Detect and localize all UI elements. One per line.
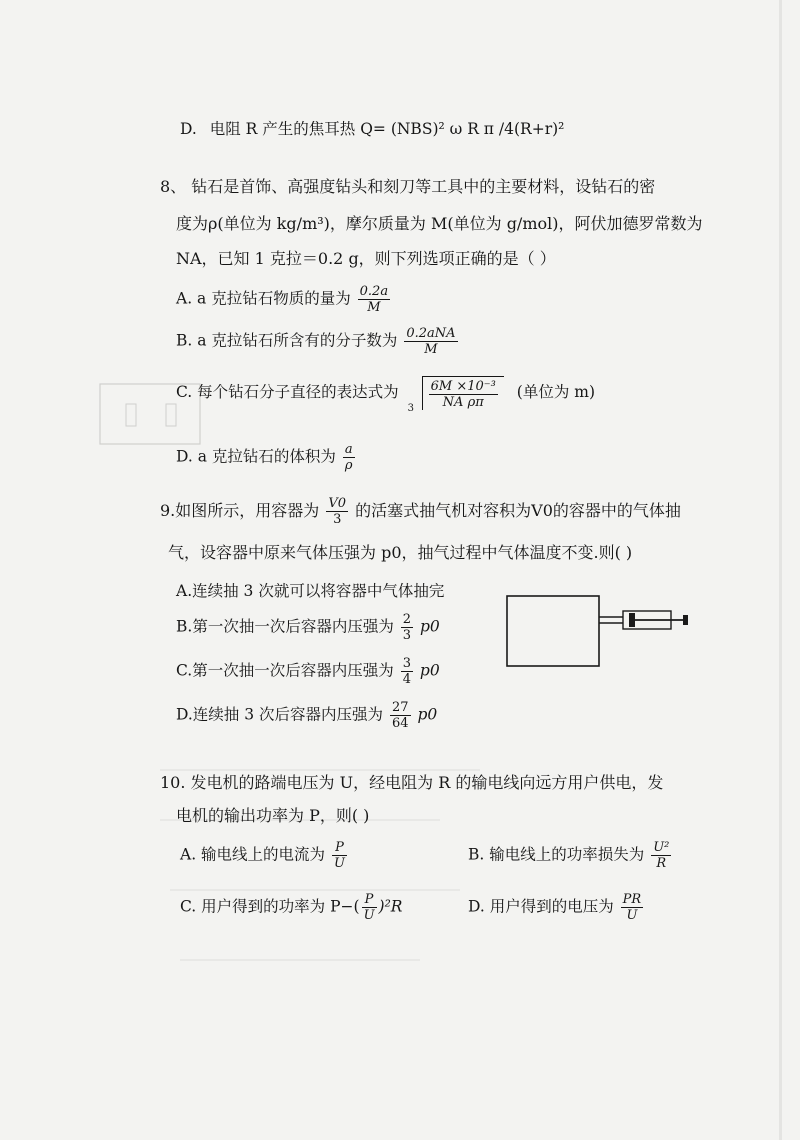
q9-option-b-fraction bbox=[401, 612, 413, 643]
q9-option-b-text: B.第一次抽一次后容器内压强为 bbox=[176, 617, 394, 636]
q10-stem-line2: 电机的输出功率为 P，则( ) bbox=[176, 806, 370, 825]
q10-option-d bbox=[468, 892, 645, 923]
q9-stem-line1-text: 9.如图所示，用容器为 bbox=[160, 501, 320, 520]
q10-option-b-denominator: R bbox=[656, 856, 667, 871]
q10-option-c-denominator: U bbox=[363, 908, 375, 923]
q8-stem-line1: 8、 钻石是首饰、高强度钻头和刻刀等工具中的主要材料，设钻石的密 bbox=[160, 177, 656, 196]
q8-option-b-fraction bbox=[404, 326, 457, 357]
q9-option-d-denominator: 64 bbox=[391, 716, 409, 731]
q7-option-d bbox=[180, 118, 564, 140]
pump-handle bbox=[683, 615, 688, 625]
gas-container bbox=[507, 596, 599, 666]
q10-option-d-numerator: PR bbox=[622, 892, 642, 907]
q8-option-b-text: B. a 克拉钻石所含有的分子数为 bbox=[176, 331, 398, 350]
q10-option-c-fraction bbox=[362, 892, 377, 923]
q8-stem-line2: 度为ρ(单位为 kg/m³)，摩尔质量为 M(单位为 g/mol)，阿伏加德罗常数为 bbox=[176, 214, 703, 233]
pump-piston bbox=[629, 613, 635, 627]
q7-option-d-text: 电阻 R 产生的焦耳热 Q= (NBS)² ω R π /4(R+r)² bbox=[209, 120, 565, 138]
q9-option-a: A.连续抽 3 次就可以将容器中气体抽完 bbox=[176, 582, 445, 600]
q10-option-d-text: D. 用户得到的电压为 bbox=[468, 897, 614, 916]
q10-option-b-fraction bbox=[651, 840, 671, 871]
q8-option-c-fraction bbox=[429, 379, 498, 410]
q8-option-d-fraction bbox=[343, 442, 355, 473]
q9-option-c-fraction bbox=[401, 656, 413, 687]
q9-stem-fraction bbox=[326, 496, 348, 527]
q9-option-d-text: D.连续抽 3 次后容器内压强为 bbox=[176, 705, 384, 724]
q9-option-c bbox=[176, 656, 440, 687]
scan-edge-shadow bbox=[779, 0, 782, 1140]
q10-option-a-denominator: U bbox=[334, 856, 345, 871]
q8-option-c-denominator: NA ρπ bbox=[442, 395, 484, 410]
q8-option-c-root-index: 3 bbox=[407, 403, 414, 414]
q9-option-d bbox=[176, 700, 437, 731]
q10-option-c-numerator: P bbox=[362, 892, 377, 908]
q9-option-c-numerator: 3 bbox=[402, 656, 411, 671]
q9-option-d-unit: p0 bbox=[417, 705, 438, 724]
q9-option-d-numerator: 27 bbox=[391, 700, 409, 715]
q8-option-d-text: D. a 克拉钻石的体积为 bbox=[176, 447, 336, 466]
q9-option-c-unit: p0 bbox=[419, 661, 440, 680]
q9-stem-denominator: 3 bbox=[333, 512, 342, 527]
q8-option-a bbox=[176, 284, 392, 315]
q10-option-c bbox=[180, 892, 402, 923]
q8-option-c-unit: (单位为 m) bbox=[516, 383, 596, 401]
q10-option-d-fraction bbox=[621, 892, 644, 923]
q8-option-c-text: C. 每个钻石分子直径的表达式为 bbox=[176, 383, 399, 401]
q9-option-b-numerator: 2 bbox=[402, 612, 412, 627]
q10-option-b-numerator: U² bbox=[653, 840, 670, 855]
q10-option-d-denominator: U bbox=[626, 908, 638, 923]
q10-option-c-text: C. 用户得到的功率为 P−( bbox=[180, 897, 360, 916]
q10-stem-line1: 10. 发电机的路端电压为 U，经电阻为 R 的输电线向远方用户供电，发 bbox=[160, 773, 664, 792]
q9-option-d-fraction bbox=[390, 700, 411, 731]
q9-stem-line1 bbox=[160, 496, 681, 527]
q9-option-c-denominator: 4 bbox=[402, 672, 411, 687]
q8-option-b bbox=[176, 326, 460, 357]
q10-option-c-rest: )²R bbox=[378, 897, 403, 916]
q8-stem-line3: NA，已知 1 克拉＝0.2 g，则下列选项正确的是（ ） bbox=[176, 249, 556, 268]
q9-stem-numerator: V0 bbox=[328, 496, 347, 511]
q9-container-pump-figure bbox=[505, 594, 695, 670]
q8-option-a-numerator: 0.2a bbox=[359, 284, 389, 299]
q8-option-a-denominator: M bbox=[367, 300, 381, 315]
q10-option-b-text: B. 输电线上的功率损失为 bbox=[468, 845, 645, 864]
q8-option-b-denominator: M bbox=[424, 342, 438, 357]
q8-option-c-cube-root bbox=[407, 376, 504, 414]
q8-option-b-numerator: 0.2aNA bbox=[406, 326, 456, 341]
q10-option-a-numerator: P bbox=[332, 840, 347, 856]
q10-option-a-fraction bbox=[332, 840, 347, 871]
q9-option-b-denominator: 3 bbox=[402, 628, 412, 643]
q8-option-a-text: A. a 克拉钻石物质的量为 bbox=[176, 289, 351, 308]
q9-stem-line1-rest: 的活塞式抽气机对容积为V0的容器中的气体抽 bbox=[355, 501, 681, 520]
q10-option-b bbox=[468, 840, 673, 871]
q8-option-a-fraction bbox=[358, 284, 390, 315]
q8-option-d bbox=[176, 442, 357, 473]
q9-option-b-unit: p0 bbox=[419, 617, 440, 636]
q8-option-d-denominator: ρ bbox=[344, 458, 353, 473]
q8-option-d-numerator: a bbox=[344, 442, 353, 457]
q8-option-c-numerator: 6M ×10⁻³ bbox=[430, 379, 496, 394]
q9-option-b bbox=[176, 612, 440, 643]
q10-option-a bbox=[180, 840, 349, 871]
q8-option-c bbox=[176, 376, 596, 414]
bleed-through-lines bbox=[160, 760, 490, 990]
q9-stem-line2: 气，设容器中原来气体压强为 p0，抽气过程中气体温度不变.则( ) bbox=[168, 543, 633, 562]
q10-option-a-text: A. 输电线上的电流为 bbox=[180, 845, 326, 864]
q7-option-d-label: D. bbox=[180, 120, 197, 138]
q9-option-c-text: C.第一次抽一次后容器内压强为 bbox=[176, 661, 394, 680]
